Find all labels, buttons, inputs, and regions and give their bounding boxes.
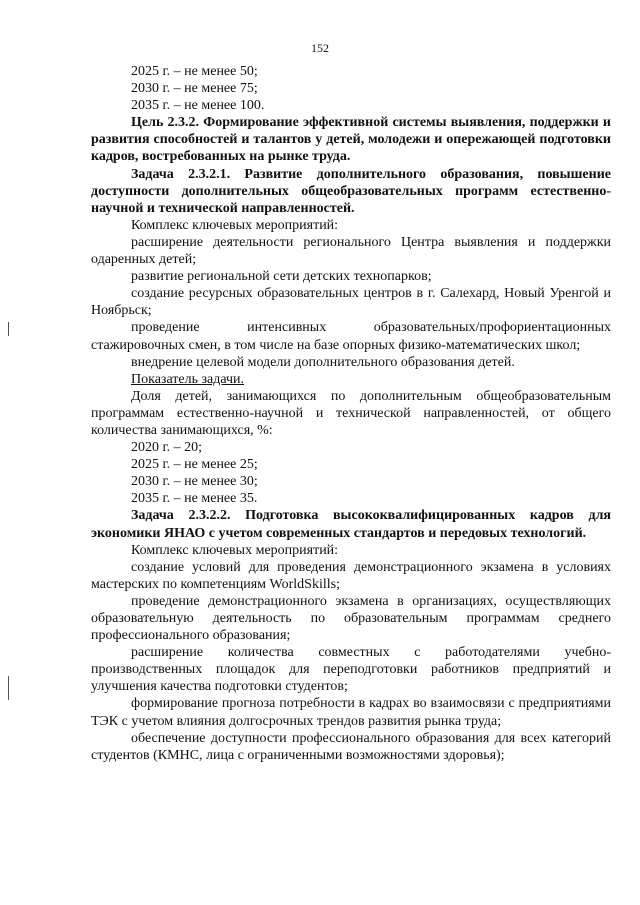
measure-item: проведение интенсивных образовательных/профориентационных стажировочных смен, в том числе на базе опорных физико-математических школ; xyxy=(91,320,611,353)
indicator-heading: Показатель задачи. xyxy=(131,371,245,387)
measure-item: обеспечение доступности профессионального образования для всех категорий студентов (КМНС, лица с ограниченными возможностями здоровья); xyxy=(91,730,611,763)
indicator-description: Доля детей, занимающихся по дополнительным общеобразовательным программам естественно-научной и технической направленностей, от общего количества занимающихся, %: xyxy=(91,388,611,438)
task-heading: Задача 2.3.2.1. Развитие дополнительного образования, повышение доступности дополнительных общеобразовательных программ естественно-научной и технической направленностей. xyxy=(91,166,611,216)
indicator-value: 2035 г. – не менее 35. xyxy=(131,491,258,507)
goal-heading: Цель 2.3.2. Формирование эффективной системы выявления, поддержки и развития способностей и талантов у детей, молодежи и опережающей подготовки кадров, востребованных на рынке труда. xyxy=(91,115,611,165)
measures-intro: Комплекс ключевых мероприятий: xyxy=(131,217,339,233)
measure-item: внедрение целевой модели дополнительного образования детей. xyxy=(131,354,515,370)
measure-item: формирование прогноза потребности в кадрах во взаимосвязи с предприятиями ТЭК с учетом влияния долгосрочных трендов развития рынка труда; xyxy=(91,696,611,729)
indicator-value: 2020 г. – 20; xyxy=(131,440,203,456)
measure-item: расширение количества совместных с работодателями учебно-производственных площадок для переподготовки работников предприятий и улучшения качества подготовки студентов; xyxy=(91,645,611,695)
margin-mark xyxy=(8,322,9,336)
measure-item: создание ресурсных образовательных центров в г. Салехард, Новый Уренгой и Ноябрьск; xyxy=(91,286,611,319)
indicator-value: 2035 г. – не менее 100. xyxy=(131,98,265,114)
page-number: 152 xyxy=(311,41,329,55)
measure-item: расширение деятельности регионального Центра выявления и поддержки одаренных детей; xyxy=(91,234,611,268)
measures-intro: Комплекс ключевых мероприятий: xyxy=(131,542,339,558)
indicator-value: 2030 г. – не менее 75; xyxy=(131,81,258,97)
document-body xyxy=(91,63,611,764)
measure-item: развитие региональной сети детских технопарков; xyxy=(131,269,432,285)
measure-item: проведение демонстрационного экзамена в организациях, осуществляющих образовательную деятельность по образовательным программам среднего профессионального образования; xyxy=(91,593,611,644)
indicator-value: 2030 г. – не менее 30; xyxy=(131,474,258,490)
margin-mark xyxy=(8,676,9,700)
measure-item: создание условий для проведения демонстрационного экзамена в условиях мастерских по компетенциям WorldSkills; xyxy=(91,559,611,592)
task-heading: Задача 2.3.2.2. Подготовка высококвалифицированных кадров для экономики ЯНАО с учетом современных стандартов и передовых технологий. xyxy=(91,508,611,541)
indicator-value: 2025 г. – не менее 50; xyxy=(131,64,258,79)
indicator-value: 2025 г. – не менее 25; xyxy=(131,457,258,473)
